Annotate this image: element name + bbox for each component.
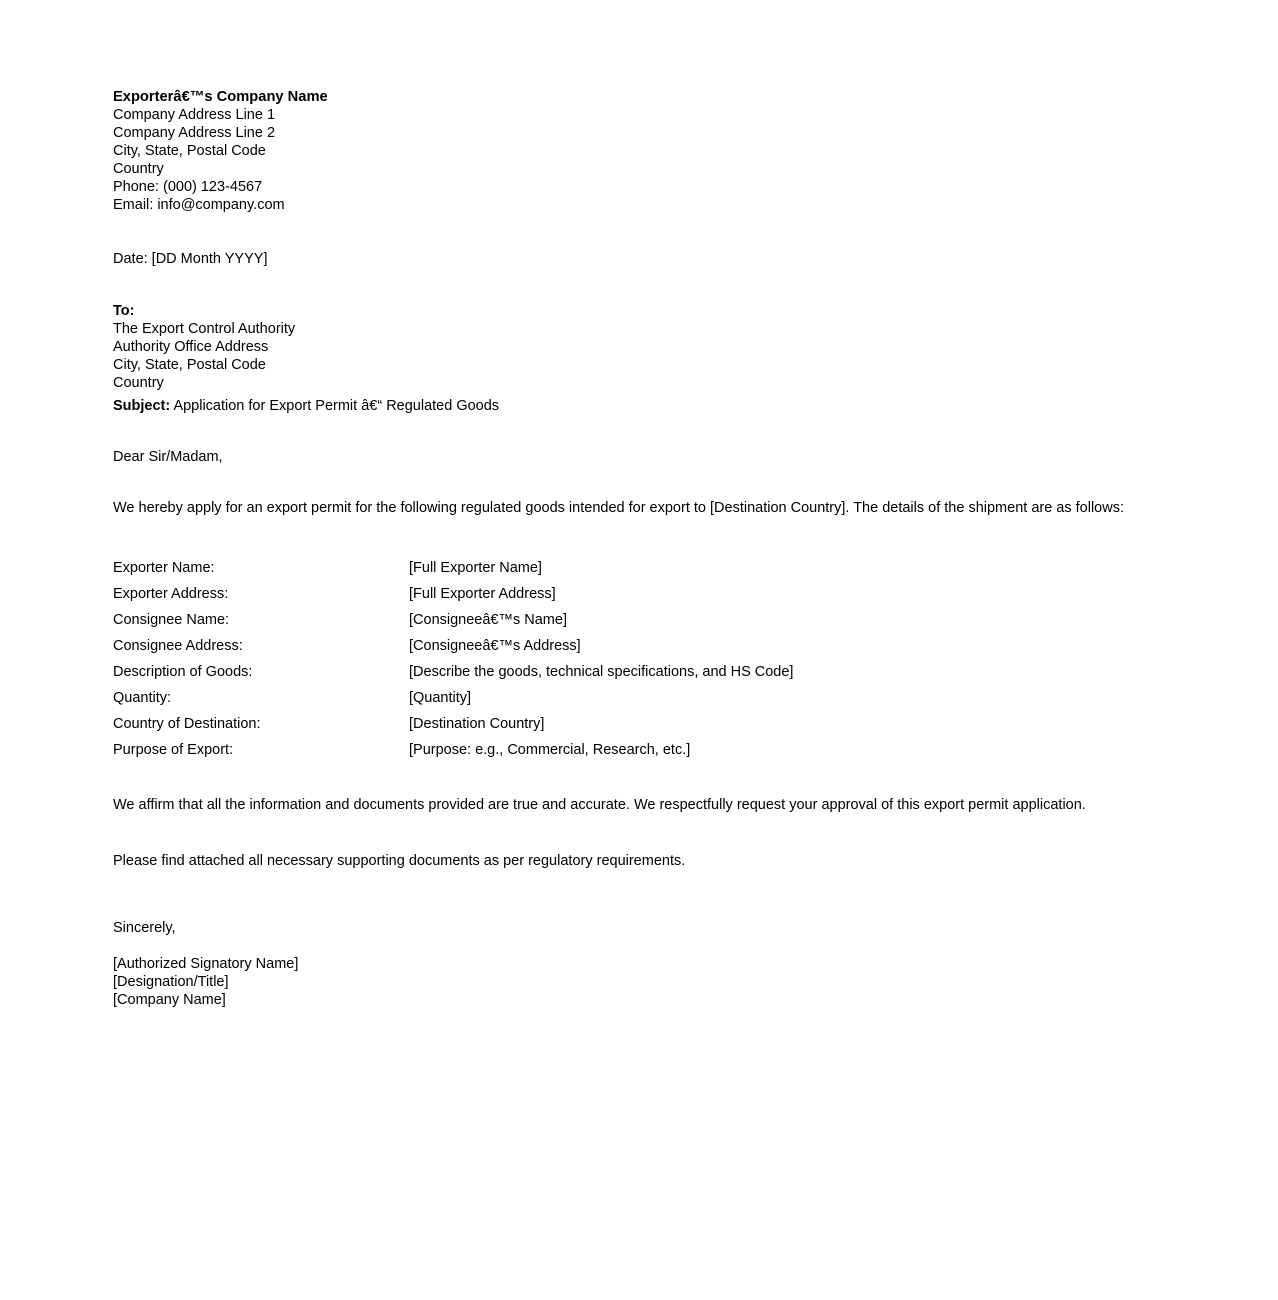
detail-value: [Purpose: e.g., Commercial, Research, etc.]	[409, 742, 691, 758]
detail-label: Purpose of Export:	[113, 742, 234, 758]
signatory-company: [Company Name]	[113, 992, 226, 1008]
detail-label: Country of Destination:	[113, 716, 261, 732]
detail-label: Description of Goods:	[113, 664, 253, 680]
sender-email: Email: info@company.com	[113, 197, 285, 213]
table-row	[113, 685, 793, 711]
table-row	[113, 737, 793, 763]
affirmation-paragraph: We affirm that all the information and documents provided are true and accurate. We respectfully request your approval of this export permit application.	[113, 797, 1086, 813]
signatory-name: [Authorized Signatory Name]	[113, 956, 299, 972]
table-row	[113, 607, 793, 633]
detail-value: [Consigneeâ€™s Address]	[409, 638, 581, 654]
sender-phone: Phone: (000) 123-4567	[113, 179, 263, 195]
table-row	[113, 633, 793, 659]
signatory-designation: [Designation/Title]	[113, 974, 229, 990]
detail-value: [Full Exporter Name]	[409, 560, 542, 576]
table-row	[113, 555, 793, 581]
recipient-city-state-postal: City, State, Postal Code	[113, 357, 266, 373]
sender-address-line-1: Company Address Line 1	[113, 107, 276, 123]
letterhead-block	[113, 88, 1155, 214]
intro-paragraph: We hereby apply for an export permit for the following regulated goods intended for export to [Destination Country]. The details of the shipment are as follows:	[113, 500, 1124, 516]
recipient-office-address: Authority Office Address	[113, 339, 269, 355]
recipient-to-label: To:	[113, 303, 135, 319]
sender-address-line-2: Company Address Line 2	[113, 125, 276, 141]
closing-salutation: Sincerely,	[113, 920, 176, 936]
detail-value: [Full Exporter Address]	[409, 586, 556, 602]
recipient-country: Country	[113, 375, 164, 391]
table-row	[113, 711, 793, 737]
sender-company-name: Exporterâ€™s Company Name	[113, 89, 328, 105]
subject-text: Application for Export Permit â€“ Regulated Goods	[173, 398, 500, 414]
recipient-block	[113, 302, 1155, 415]
sender-country: Country	[113, 161, 164, 177]
attachment-paragraph: Please find attached all necessary supporting documents as per regulatory requirements.	[113, 853, 686, 869]
letter-content	[113, 88, 1155, 1009]
detail-label: Exporter Name:	[113, 560, 215, 576]
shipment-details-body	[113, 555, 793, 763]
detail-label: Consignee Name:	[113, 612, 230, 628]
detail-value: [Consigneeâ€™s Name]	[409, 612, 567, 628]
detail-label: Consignee Address:	[113, 638, 243, 654]
subject-line	[113, 397, 1155, 415]
detail-value: [Quantity]	[409, 690, 472, 706]
shipment-details-table	[113, 555, 793, 763]
detail-value: [Destination Country]	[409, 716, 545, 732]
subject-label: Subject:	[113, 398, 171, 414]
recipient-authority: The Export Control Authority	[113, 321, 296, 337]
detail-label: Quantity:	[113, 690, 172, 706]
salutation: Dear Sir/Madam,	[113, 449, 223, 465]
table-row	[113, 581, 793, 607]
table-row	[113, 659, 793, 685]
detail-label: Exporter Address:	[113, 586, 229, 602]
letter-date: Date: [DD Month YYYY]	[113, 251, 268, 267]
signature-block	[113, 955, 1155, 1009]
sender-city-state-postal: City, State, Postal Code	[113, 143, 266, 159]
detail-value: [Describe the goods, technical specifications, and HS Code]	[409, 664, 794, 680]
